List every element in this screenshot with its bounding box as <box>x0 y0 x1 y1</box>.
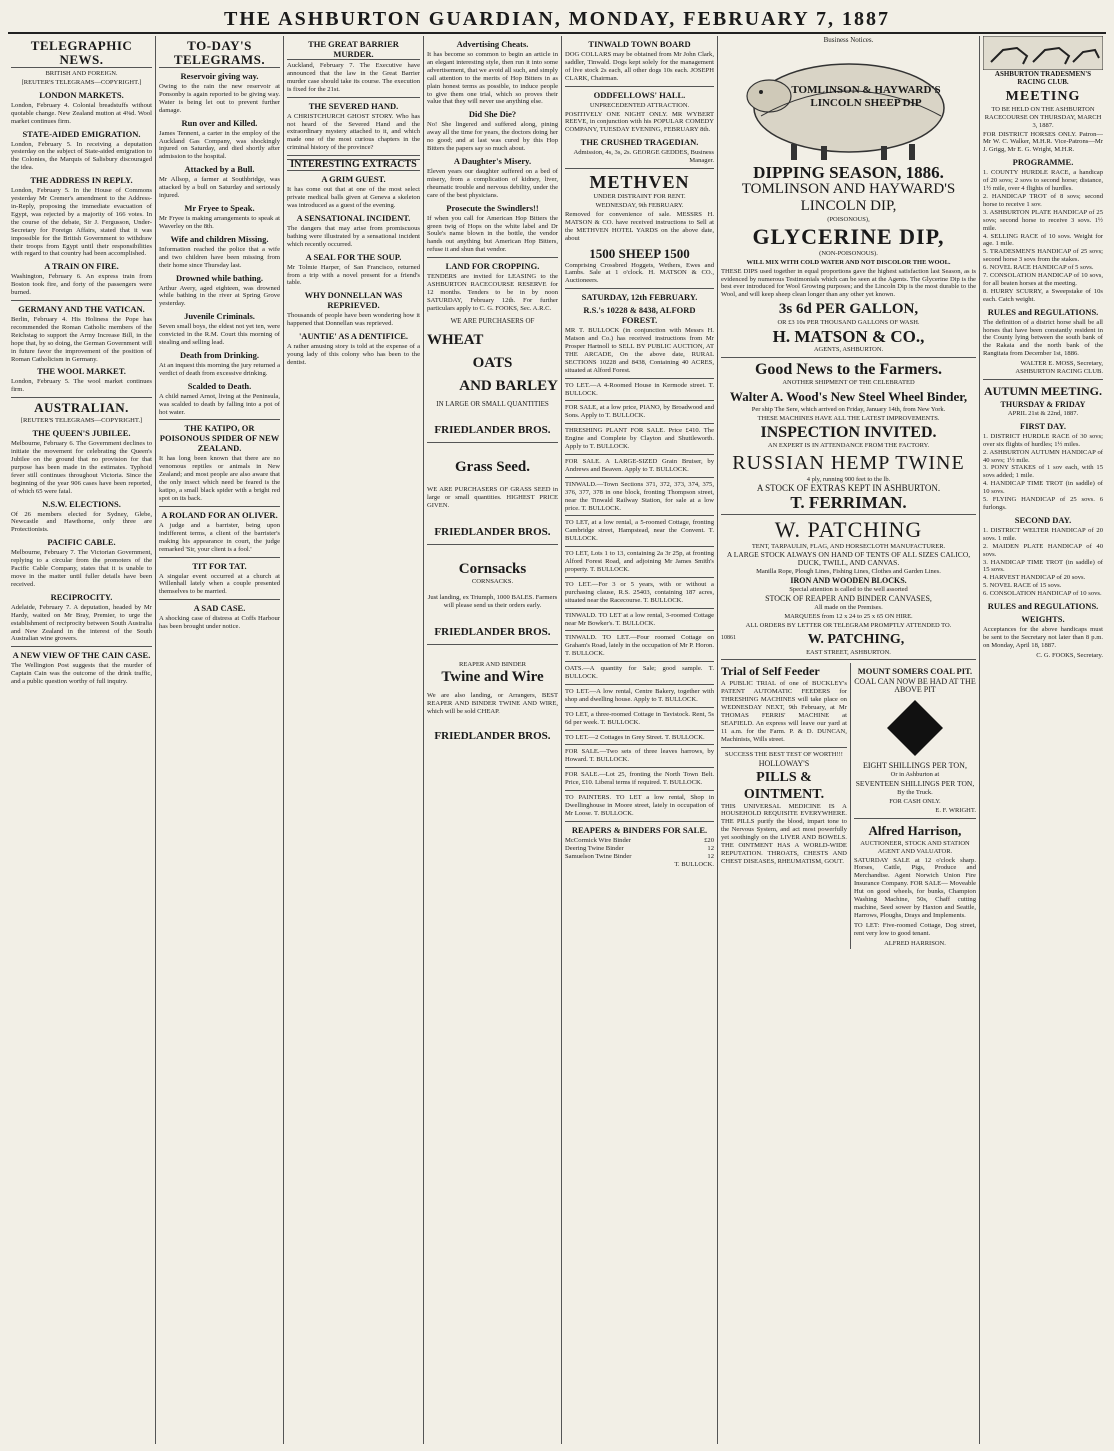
race-event: 3. HANDICAP TIME TROT (in saddle) of 15 sovs. <box>983 558 1103 574</box>
race-events-list <box>983 527 1103 598</box>
club-name: ASHBURTON TRADESMEN'S RACING CLUB. <box>994 70 1092 86</box>
article-text: The dangers that may arise from promiscuous bathing were illustrated by a sensational incident which recently occurred. <box>287 224 420 248</box>
classified-item: FOR SALE.—Lot 25, fronting the North Town Belt. Price, £10. Liberal terms if required. T. BULLOCK. <box>565 771 714 787</box>
ad-subtitle: A LARGE STOCK ALWAYS ON HAND OF TENTS OF ALL SIZES CALICO, DUCK, TWILL, AND CANVAS. <box>726 550 971 568</box>
article-heading: Attacked by a Bull. <box>184 164 255 175</box>
price-value: 12 <box>707 852 714 860</box>
ad-big-word: WHEAT <box>427 331 484 348</box>
ad-title: MOUNT SOMERS COAL PIT. <box>857 666 973 677</box>
ad-subtitle: THESE MACHINES HAVE ALL THE LATEST IMPROVEMENTS. <box>757 414 940 422</box>
ad-title: Good News to the Farmers. <box>754 361 943 379</box>
ad-firm: W. PATCHING, <box>807 631 905 647</box>
ad-subtitle: Manilla Rope, Plough Lines, Fishing Lines, Clothes and Garden Lines. <box>756 568 941 576</box>
patching-footer <box>721 631 976 648</box>
classified-item: FOR SALE, at a low price, PIANO, by Broadwood and Sons. Apply to T. BULLOCK. <box>565 404 714 420</box>
price-value: £20 <box>704 836 714 844</box>
article-text: Owing to the rain the new reservoir at Ponsonby is again reported to be giving way. Water is being let out to prevent further damage. <box>159 83 280 114</box>
horse-race-illustration-icon <box>983 36 1103 70</box>
notice-text: DOG COLLARS may be obtained from Mr John Clark, saddler, Tinwald. Dogs kept solely for the management of live stock 2s each, all other dogs 10s each. JOSEPH CLARK, Chairman. <box>565 51 714 82</box>
classified-item: FOR SALE. A LARGE-SIZED Grain Bruiser, by Andrews and Beaven. Apply to T. BULLOCK. <box>565 458 714 473</box>
race-event: 8. HURRY SCURRY, a Sweepstake of 10s each. Catch weight. <box>983 287 1103 303</box>
article-text: London, February 4. Colonial breadstuffs without quotable change. New Zealand mutton at 4⅜d. Wool market continues firm. <box>11 101 152 125</box>
ad-subtitle: By the Truck. <box>897 789 933 796</box>
classified-item: FOR SALE.—Two sets of three leaves harrows, by Howard. T. BULLOCK. <box>565 748 714 764</box>
notice-heading: 1500 SHEEP 1500 <box>589 245 690 261</box>
race-event: 6. CONSOLATION HANDICAP of 10 sovs. <box>983 590 1102 598</box>
classified-item: TO LET.—For 3 or 5 years, with or without a purchasing clause, R.S. 25403, containing 187 acres, situated near the Racecourse. T. BULLOCK. <box>565 580 714 604</box>
article-heading: A SENSATIONAL INCIDENT. <box>296 212 411 223</box>
race-event: 5. NOVEL RACE of 15 sovs. <box>983 582 1062 590</box>
ad-subtitle: TENT, TARPAULIN, FLAG, AND HORSECLOTH MANUFACTURER. <box>751 542 946 550</box>
article-text: Auckland, February 7. The Executive have announced that the law in the Great Barrier murder case should take its course. The execution is fixed for the 21st. <box>287 62 420 93</box>
article-text: A judge and a barrister, being upon indifferent terms, a client of the barrister's making his appearance in court, the judge remarked 'Sir, your client is a fool.' <box>159 521 280 553</box>
price-row <box>565 837 714 845</box>
article-text: Seven small boys, the eldest not yet ten, were convicted in the R.M. Court this morning of stealing and selling lead. <box>159 323 280 347</box>
ad-text: TENDERS are invited for LEASING to the ASHBURTON RACECOURSE RESERVE for 12 months. Tenders to be in by noon SATURDAY, February 12th. For further particulars apply to C. G. FOOKS, Sec. A.R.C. <box>427 273 558 312</box>
classified-item: TINWALD.—Town Sections 371, 372, 373, 374, 375, 376, 377, 378 in one block, fronting Thompson street, near the Tinwald Railway Station, for sale at a low price. T. BULLOCK. <box>565 480 714 512</box>
ad-subtitle: 4 ply, running 900 feet to the lb. <box>806 475 891 483</box>
ad-subtitle: ANOTHER SHIPMENT OF THE CELEBRATED <box>782 379 915 387</box>
ad-firm: FRIEDLANDER BROS. <box>434 625 551 638</box>
ad-subtitle: MARQUEES from 12 x 24 to 25 x 65 ON HIRE. <box>784 612 913 620</box>
classified-item: TINWALD. TO LET at a low rental, 3-roomed Cottage near Mr Bowker's. T. BULLOCK. <box>565 611 714 627</box>
notice-text: Comprising Crossbred Hoggets, Wethers, Ewes and Lambs. Sale at 1 o'clock. H. MATSON & CO., Auctioneers. <box>565 261 714 285</box>
ad-heading: Did She Die? <box>468 109 517 120</box>
column-todays-telegrams <box>156 36 284 1444</box>
classified-item: THRESHING PLANT FOR SALE. Price £410. The Engine and Complete by Clayton and Shuttleworth. Apply to T. BULLOCK. <box>565 427 714 451</box>
article-text: Mr Tolmie Harper, of San Francisco, returned from a trip with a novel present for a friend's table. <box>287 263 420 287</box>
race-event: 4. HANDICAP TIME TROT (in saddle) of 10 sovs. <box>983 480 1103 496</box>
article-heading: Death from Drinking. <box>180 349 259 360</box>
ad-subtitle: AUCTIONEER, STOCK AND STATION AGENT AND VALUATOR. <box>860 839 970 855</box>
article-text: At an inquest this morning the jury returned a verdict of death from excessive drinking. <box>159 361 280 377</box>
classified-item: TO LET, a three-roomed Cottage in Tavistock. Rent, 5s 6d per week. T. BULLOCK. <box>565 710 714 726</box>
price-list <box>565 837 714 861</box>
ad-heading: LAND FOR CROPPING. <box>445 261 540 272</box>
article-heading: PACIFIC CABLE. <box>47 537 116 548</box>
ad-subtitle: A STOCK OF EXTRAS KEPT IN ASHBURTON. <box>756 482 941 493</box>
race-event: 1. DISTRICT HURDLE RACE of 30 sovs; over six flights of hurdles; 1½ miles. <box>983 432 1103 448</box>
article-heading: 'AUNTIE' AS A DENTIFICE. <box>298 331 409 342</box>
article-text: It has come out that at one of the most select private medical balls given at Geneva a skeleton was introduced as a guest of the evening. <box>287 186 420 209</box>
column-auction-notices <box>562 36 718 1444</box>
race-event: 1. COUNTY HURDLE RACE, a handicap of 20 sovs; 2 sovs to second horse; distance, 1½ mile, over 4 flights of hurdles. <box>983 169 1103 193</box>
ad-firm: FRIEDLANDER BROS. <box>434 729 551 742</box>
notice-signature: T. BULLOCK. <box>674 860 714 868</box>
ad-title: LINCOLN DIP, <box>800 197 897 214</box>
bottom-ads-row <box>721 663 976 948</box>
ad-subtitle: FOR CASH ONLY. <box>889 797 941 805</box>
article-text: London, February 5. In the House of Commons yesterday Mr Cremer's amendment to the Address-in-Reply, proposing the immediate evacuation of Egypt, was rejected by a majority of 166 votes. In the course of the debate, Sir J. Fergusson, Under-Secretary for Foreign Affairs, stated that it was impossible for the British Government to withdraw their troops from Egypt until their responsibilities with regard to that country had been accomplished. <box>11 187 152 258</box>
newspaper-masthead: THE ASHBURTON GUARDIAN, MONDAY, FEBRUARY 7, 1887 <box>8 6 1106 34</box>
article-text: A rather amusing story is told at the expense of a young lady of this colony who has been to the dentist. <box>287 343 420 366</box>
ad-subtitle: Or in Ashburton at <box>890 771 940 779</box>
ad-firm: FRIEDLANDER BROS. <box>434 424 551 437</box>
diamond-icon <box>885 698 945 758</box>
race-event: 2. ASHBURTON AUTUMN HANDICAP of 40 sovs; 1½ mile. <box>983 448 1103 464</box>
programme-heading: PROGRAMME. <box>1012 157 1074 168</box>
secretary-signature: WALTER E. MOSS, Secretary, ASHBURTON RACING CLUB. <box>1015 360 1103 376</box>
classified-item: TO LET, Lots 1 to 13, containing 2a 3r 25p, at fronting Alford Forest Road, and adjoining Mr James Smith's property. T. BULLOCK. <box>565 550 714 573</box>
article-text: Mr Allsop, a farmer at Southbridge, was attacked by a bull on Saturday and seriously injured. <box>159 176 280 200</box>
ad-big-word: AND BARLEY <box>459 377 558 394</box>
section-heading: INTERESTING EXTRACTS <box>287 159 420 171</box>
ad-title: Twine and Wire <box>441 668 544 685</box>
notice-text: Admission, 4s, 3s, 2s. GEORGE GEDDES, Business Manager. <box>573 149 714 165</box>
meeting-date: TO BE HELD ON THE ASHBURTON RACECOURSE ON THURSDAY, MARCH 3, 1887. <box>984 105 1102 129</box>
notice-text: Removed for convenience of sale. MESSRS H. MATSON & CO. have received instructions to Sell at the METHVEN HOTEL YARDS on the above date, about <box>565 210 714 242</box>
ad-subtitle: All made on the Premises. <box>814 603 883 611</box>
rules-text: The definition of a district horse shall be all horses that have been constantly resident in the County lying between the south bank of the Rakaia and the north bank of the Rangitata from December 1st, 1886. <box>983 318 1103 358</box>
ad-price: EIGHT SHILLINGS PER TON, <box>862 761 967 771</box>
article-heading: AUSTRALIAN. <box>34 400 129 416</box>
ad-text: If when you call for American Hop Bitters the green twig of Hops on the white label and Dr Soule's name blown in the bottle, the vendor hands out anything but American Hop Bitters, refuse it and shun that vendor. <box>427 214 558 254</box>
ad-text: Eleven years our daughter suffered on a bed of misery, from a complication of kidney, liver, rheumatic trouble and nervous debility, under the care of the best physicians. <box>427 167 558 199</box>
price-row <box>565 845 714 853</box>
article-text: Adelaide, February 7. A deputation, headed by Mr Hardy, waited on Mr Bray, Premier, to urge the establishment of reciprocity between South Australia and New Zealand in the interest of the South Australian wine growers. <box>11 603 152 643</box>
friedlander-grain-ad <box>427 315 558 444</box>
article-text: A singular event occurred at a church at Willenhall lately when a couple presented themselves to be married. <box>159 572 280 596</box>
article-heading: A SEAL FOR THE SOUP. <box>305 251 402 262</box>
right-bottom-ads <box>851 663 976 948</box>
article-heading: WHY DONNELLAN WAS REPRIEVED. <box>304 290 403 311</box>
article-list <box>11 90 152 686</box>
article-heading: N.S.W. ELECTIONS. <box>42 498 121 509</box>
ad-firm: FRIEDLANDER BROS. <box>434 526 551 539</box>
ad-subtitle: CORNSACKS. <box>471 578 514 586</box>
article-text: Melbourne, February 6. The Government declines to initiate the movement for celebrating the Queen's Jubilee on the ground that no provision for that purpose has been made in the estimates. Typhoid fever still continues throughout Victoria. Since the beginning of the year 906 cases have been reported, of which 65 were fatal. <box>11 440 152 495</box>
classified-item: TO LET.—2 Cottages in Grey Street. T. BULLOCK. <box>565 733 705 741</box>
ad-text: WE ARE PURCHASERS OF GRASS SEED in large or small quantities. HIGHEST PRICE GIVEN. <box>427 486 558 510</box>
article-heading: LONDON MARKETS. <box>39 89 124 100</box>
article-text: [REUTER'S TELEGRAMS—COPYRIGHT.] <box>20 417 143 425</box>
article-heading: GERMANY AND THE VATICAN. <box>18 304 145 315</box>
ad-firm: W. PATCHING <box>774 516 923 542</box>
classified-item: TINWALD. TO LET.—Four roomed Cottage on Graham's Road, lately in the occupation of Mr P. Horon. T. BULLOCK. <box>565 634 714 658</box>
article-heading: Run over and Killed. <box>181 117 258 128</box>
ad-text: TO LET: Five-roomed Cottage, Dog street, rent very low to good tenant. <box>853 921 976 937</box>
article-text: Berlin, February 4. His Holiness the Pope has recommended the Roman Catholic members of the Reichstag to support the Army Increase Bill, in the hope that, by so doing, the German Government will in future favor the improvement of the position of Roman Catholicism in Germany. <box>11 316 152 363</box>
race-event: 5. TRADESMEN'S HANDICAP of 25 sovs; second horse 3 sovs from the stakes. <box>983 248 1103 264</box>
article-text: Information reached the police that a wife and two children have been missing from their home since Thursday last. <box>159 245 280 269</box>
ad-subtitle: HOLLOWAY'S <box>758 758 810 768</box>
ad-firm: H. MATSON & CO., <box>772 327 925 347</box>
grass-seed-ad <box>427 443 558 545</box>
notice-subheading: WEDNESDAY, 9th FEBRUARY. <box>595 201 684 209</box>
article-text: Washington, February 6. An express train from Boston took fire, and forty of the passengers were burned. <box>11 273 152 297</box>
ad-price: 3s 6d PER GALLON, <box>778 301 919 318</box>
ad-subtitle: (POISONOUS), <box>827 215 870 223</box>
ad-text: THESE DIPS used together in equal proportions gave the highest satisfaction last Season, as is evidenced by numerous Testimonials which can be seen at the Agents. The Glycerine Dip is the best ever introduced for Wool Growing purposes; and the Lincoln Dip is the most durable to the Wool, and will keep sheep clean longer than any other yet known. <box>721 267 976 299</box>
day-heading: SECOND DAY. <box>1014 514 1072 525</box>
race-event: 5. FLYING HANDICAP of 25 sovs. 6 furlongs. <box>983 496 1103 511</box>
left-bottom-ads <box>721 663 851 948</box>
price-item: McCormick Wire Binder <box>565 836 631 844</box>
race-event: 1. DISTRICT WELTER HANDICAP of 20 sovs. 1 mile. <box>983 526 1103 542</box>
article-heading: THE KATIPO, OR POISONOUS SPIDER OF NEW ZEALAND. <box>159 423 280 454</box>
article-heading: STATE-AIDED EMIGRATION. <box>22 128 141 139</box>
classified-list <box>565 378 714 818</box>
ad-title: INSPECTION INVITED. <box>760 423 937 441</box>
price-item: Samuelson Twine Binder <box>565 852 632 860</box>
ad-signature: E. F. WRIGHT. <box>935 806 976 814</box>
price-value: 12 <box>707 844 714 852</box>
notice-heading: ODDFELLOWS' HALL. <box>593 89 686 100</box>
weights-heading: WEIGHTS. <box>1021 614 1065 625</box>
article-text: Thousands of people have been wondering how it happened that Donnellan was reprieved. <box>287 312 420 328</box>
article-heading: Wife and children Missing. <box>170 233 269 244</box>
race-event: 2. MAIDEN PLATE HANDICAP of 40 sovs. <box>983 542 1103 558</box>
race-events-list <box>983 433 1103 512</box>
ad-title: TOMLINSON AND HAYWARD'S <box>741 180 956 197</box>
race-event: 4. SELLING RACE of 10 sovs. Weight for age. 1 mile. <box>983 232 1103 248</box>
ad-subtitle: (NON-POISONOUS). <box>819 249 878 257</box>
ad-line: WE ARE PURCHASERS OF <box>450 316 535 325</box>
ad-title: Alfred Harrison, <box>868 822 962 838</box>
day-heading: FIRST DAY. <box>1020 420 1066 431</box>
article-heading: THE ADDRESS IN REPLY. <box>30 175 133 186</box>
notice-heading: SATURDAY, 12th FEBRUARY. <box>581 292 698 303</box>
article-text: It has long been known that there are no venomous reptiles or animals in New Zealand; and most people are also aware that the only insect which need be feared is the katipo, a small black spider with a bright red spot on its back. <box>159 455 280 502</box>
ad-title: GLYCERINE DIP, <box>752 223 945 249</box>
meeting-date: APRIL 21st & 22nd, 1887. <box>1007 409 1079 417</box>
notice-subheading: UNDER DISTRAINT FOR RENT. <box>593 193 686 201</box>
article-text: Of 26 members elected for Sydney, Glebe, Newcastle and Hawthorne, only three are Protectionists. <box>11 510 152 534</box>
ad-subtitle: AN EXPERT IS IN ATTENDANCE FROM THE FACTORY. <box>767 441 930 449</box>
ad-title: Cornsacks <box>458 561 527 578</box>
section-subheading: BRITISH AND FOREIGN. <box>45 70 118 77</box>
race-event: 4. HARVEST HANDICAP of 20 sovs. <box>983 574 1086 582</box>
classified-item: TO LET.—A low rental, Centre Bakery, together with shop and dwelling house. Apply to T. BULLOCK. <box>565 687 714 703</box>
section-heading: TO-DAY'S TELEGRAMS. <box>159 39 280 68</box>
section-subheading: [REUTER'S TELEGRAMS—COPYRIGHT.] <box>21 78 142 86</box>
notice-subheading: R.S.'s 10228 & 8438, ALFORD FOREST. <box>583 305 696 326</box>
race-event: 3. ASHBURTON PLATE HANDICAP of 25 sovs; second horse to receive 3 sovs. 1½ mile. <box>983 208 1103 232</box>
ad-title: DIPPING SEASON, 1886. <box>753 162 944 182</box>
ad-subtitle: ALL ORDERS BY LETTER OR TELEGRAM PROMPTLY ATTENDED TO. <box>745 621 952 629</box>
ad-subtitle: REAPER AND BINDER <box>458 660 527 668</box>
ad-line: IN LARGE OR SMALL QUANTITIES <box>436 399 549 408</box>
section-heading: Business Notices. <box>823 36 874 44</box>
ad-text: SATURDAY SALE at 12 o'clock sharp. Horses, Cattle, Pigs, Produce and Merchandise. Agent Norwich Union Fire Insurance Company. FOR SALE— Moveable Hut on good wheels, for bunks, Champion Washing Machine, 50s, Chaff cutting machine, Seed sower by Haxton and Seattle, Harrows, Ploughs, Drays and Implements. <box>853 856 976 919</box>
article-text: Mr Fryee is making arrangements to speak at Waverley on the 8th. <box>159 214 280 230</box>
race-event: 6. NOVEL RACE HANDICAP of 5 sovs. <box>983 264 1094 272</box>
column-advertisements-friedlander <box>424 36 562 1444</box>
article-text: London, February 5. The wool market continues firm. <box>11 378 152 394</box>
article-text: The Wellington Post suggests that the murder of Captain Cain was the outcome of the drink traffic, and a public question worthy of full inquiry. <box>11 662 152 686</box>
classified-item: TO LET.—A 4-Roomed House in Kermode street. T. BULLOCK. <box>565 381 714 397</box>
ad-title: RUSSIAN HEMP TWINE <box>732 451 965 474</box>
article-heading: A GRIM GUEST. <box>321 174 386 185</box>
ad-title: Walter A. Wood's New Steel Wheel Binder, <box>729 388 968 404</box>
classified-item: TO LET, at a low rental, a 5-roomed Cottage, fronting Cambridge street, Hampstead, near the Convent. T. BULLOCK. <box>565 519 714 543</box>
play-title: THE CRUSHED TRAGEDIAN. <box>580 137 699 148</box>
officers-text: FOR DISTRICT HORSES ONLY. Patron—Mr W. C. Walker, M.H.R. Vice-Patrons—Mr J. Grigg, Mr E. G. Wright, M.H.R. <box>983 130 1103 154</box>
column-racing-club <box>980 36 1106 1444</box>
article-heading: Reservoir giving way. <box>180 71 259 81</box>
article-heading: A TRAIN ON FIRE. <box>44 261 119 272</box>
column-great-barrier <box>284 36 424 1444</box>
article-text: James Tennent, a carter in the employ of the Auckland Gas Company, was shockingly injured on Saturday, and died shortly after admission to the hospital. <box>159 129 280 161</box>
article-heading: Mr Fryee to Speak. <box>184 202 255 213</box>
column-business-notices <box>718 36 980 1444</box>
article-text: A shocking case of distress at Coffs Harbour has been brought under notice. <box>159 615 280 631</box>
ad-subtitle: Per ship The Sere, which arrived on Friday, January 14th, from New York. <box>751 405 946 413</box>
article-text: London, February 5. In receiving a deputation yesterday on the subject of State-aided emigration to the Colonies, the Marquis of Salisbury discouraged the idea. <box>11 140 152 172</box>
price-row <box>565 853 714 861</box>
ad-text: We are also landing, or Arrangers, BEST REAPER AND BINDER TWINE AND WIRE, which will be sold CHEAP. <box>427 691 558 715</box>
meeting-days: THURSDAY & FRIDAY <box>1000 400 1086 409</box>
ad-title: Trial of Self Feeder <box>721 664 820 679</box>
article-text: A child named Arnot, living at the Peninsula, was scalded to death by falling into a pot of hot water. <box>159 392 280 416</box>
notice-heading: REAPERS & BINDERS FOR SALE. <box>571 824 708 835</box>
ad-text: It has become so common to begin an article in an elegant interesting style, then run it into some advertisement, that we avoid all such, and simply call attention to the merits of Hop Bitters in as plain honest terms as possible, to induce people to give them one trial, which so proves their value that they will never use anything else. <box>427 51 558 106</box>
article-heading: THE SEVERED HAND. <box>308 100 399 111</box>
race-event: 7. CONSOLATION HANDICAP of 10 sovs, for all beaten horses at the meeting. <box>983 272 1103 287</box>
article-text: Arthur Avery, aged eighteen, was drowned while bathing in the river at Spring Grove yesterday. <box>159 284 280 308</box>
ad-subtitle: SUCCESS THE BEST TEST OF WORTH!!! <box>724 750 843 758</box>
ad-subtitle: WILL MIX WITH COLD WATER AND NOT DISCOLOR THE WOOL. <box>746 258 951 266</box>
article-text: Melbourne, February 7. The Victorian Government, replying to a circular from the promoters of the Pacific Cable Company, states that it is unable to move in the matter until fuller details have been received. <box>11 549 152 588</box>
ad-subtitle: IRON AND WOODEN BLOCKS. <box>790 576 907 586</box>
article-heading: TIT FOR TAT. <box>192 560 247 571</box>
acceptances-text: Acceptances for the above handicaps must be sent to the Secretary not later than 8 p.m. on Monday, April 18, 1887. <box>983 626 1103 649</box>
column-telegraphic-news <box>8 36 156 1444</box>
article-heading: THE WOOL MARKET. <box>37 366 126 377</box>
section-heading: MEETING <box>1005 88 1081 104</box>
ad-text: THIS UNIVERSAL MEDICINE IS A HOUSEHOLD REQUISITE EVERYWHERE. THE PILLS purify the blood, impart tone to the Nervous System, and act most powerfully yet soothingly on the LIVER AND BOWELS. THE OINTMENT HAS A WORLD-WIDE REPUTATION. THROATS, CHESTS AND CHEST DISEASES, RHEUMATISM, GOUT. <box>721 802 847 865</box>
ad-heading: Advertising Cheats. <box>456 39 529 49</box>
notice-text: MR T. BULLOCK (in conjunction with Messrs H. Matson and Co.) has received instructions from Mr Prosper Hartnoll to SELL BY PUBLIC AUCTION, AT THE ARCADE, On the above date, RURAL SECTIONS 10228 and 8438, Containing 40 ACRES, situated at Alford Forest. <box>565 327 714 374</box>
sheep-dip-banner <box>721 46 976 164</box>
notice-subheading: UNPRECEDENTED ATTRACTION. <box>589 101 690 109</box>
ad-title: PILLS & OINTMENT. <box>743 769 825 802</box>
ad-text: No! She lingered and suffered along, pining away all the time for years, the doctors doing her no good; and at last was cured by this Hop Bitters the papers say so much about. <box>427 121 558 153</box>
classified-item: TO PAINTERS. TO LET a low rental, Shop in Dwellinghouse in Moore street, lately in occupation of Mr Loose. T. BULLOCK. <box>565 794 714 817</box>
ad-heading: Prosecute the Swindlers!! <box>446 202 539 213</box>
twine-ad <box>427 645 558 748</box>
cornsacks-ad <box>427 545 558 645</box>
section-heading: AUTUMN MEETING. <box>983 384 1102 398</box>
ad-subtitle: COAL CAN NOW BE HAD AT THE ABOVE PIT <box>854 677 976 695</box>
secretary-signature: C. G. FOOKS, Secretary. <box>1036 651 1103 659</box>
ad-big-word: OATS <box>472 354 513 371</box>
race-event: 2. HANDICAP TROT of 8 sovs; second horse to receive 1 sov. <box>983 192 1103 208</box>
ad-price: SEVENTEEN SHILLINGS PER TON, <box>855 779 975 789</box>
classified-item: OATS.—A quantity for Sale; good sample. T. BULLOCK. <box>565 665 714 681</box>
ad-subtitle: Special attention is called to the well assorted <box>789 586 908 594</box>
ad-title: Grass Seed. <box>455 459 530 476</box>
article-heading: A ROLAND FOR AN OLIVER. <box>161 509 278 520</box>
notice-heading: METHVEN <box>589 172 690 193</box>
ad-subtitle: AGENTS, ASHBURTON. <box>813 346 884 354</box>
article-heading: Scalded to Death. <box>187 380 252 391</box>
article-heading: RECIPROCITY. <box>50 591 113 602</box>
rules-heading: RULES and REGULATIONS. <box>987 601 1099 612</box>
ad-text: A PUBLIC TRIAL of one of BUCKLEY's PATENT AUTOMATIC FEEDERS for THRESHING MACHINES will take place on WEDNESDAY NEXT, 9th February, at Mr THOMAS FERRIS' MACHINE at SEAFIELD. An express will leave our yard at 11 a.m. for the Farm. P. & D. DUNCAN, Machinists, Wills street. <box>721 680 847 743</box>
rules-heading: RULES and REGULATIONS. <box>987 306 1099 317</box>
ad-subtitle: STOCK OF REAPER AND BINDER CANVASES, <box>765 593 932 603</box>
article-heading: A NEW VIEW OF THE CAIN CASE. <box>12 650 151 661</box>
ad-subtitle: OR £3 10s PER THOUSAND GALLONS OF WASH. <box>777 319 920 327</box>
ad-number: 10861 <box>721 635 736 642</box>
ad-text: Just landing, ex Triumph, 1000 BALES. Farmers will please send us their orders early. <box>427 594 558 609</box>
notice-heading: TINWALD TOWN BOARD <box>588 39 691 49</box>
price-item: Deering Twine Binder <box>565 844 624 852</box>
ad-heading: A Daughter's Misery. <box>453 155 532 166</box>
section-heading: TELEGRAPHIC NEWS. <box>11 39 152 68</box>
ad-firm: T. FERRIMAN. <box>790 492 907 512</box>
banner-text: TOMLINSON & HAYWARD'S LINCOLN SHEEP DIP <box>791 83 941 109</box>
article-heading: Drowned while bathing. <box>176 272 263 283</box>
article-heading: THE GREAT BARRIER MURDER. <box>287 39 420 60</box>
race-events-list <box>983 169 1103 303</box>
ad-subtitle: EAST STREET, ASHBURTON. <box>806 648 891 656</box>
article-heading: A SAD CASE. <box>193 603 246 614</box>
notice-text: POSITIVELY ONE NIGHT ONLY. MR WYBERT REEVE, in conjunction with his POPULAR COMEDY COMPANY, TUESDAY EVENING, FEBRUARY 8th. <box>565 110 714 134</box>
article-heading: THE QUEEN'S JUBILEE. <box>32 428 131 439</box>
article-text: A CHRISTCHURCH GHOST STORY. Who has not heard of the Severed Hand and the extraordinary mystery attached to it, and which made one of the most curious chapters in the criminal history of the province? <box>287 112 420 152</box>
article-heading: Juvenile Criminals. <box>184 311 255 322</box>
race-event: 3. PONY STAKES of 1 sov each, with 15 sovs added; 1 mile. <box>983 464 1103 480</box>
ad-signature: ALFRED HARRISON. <box>884 939 946 947</box>
